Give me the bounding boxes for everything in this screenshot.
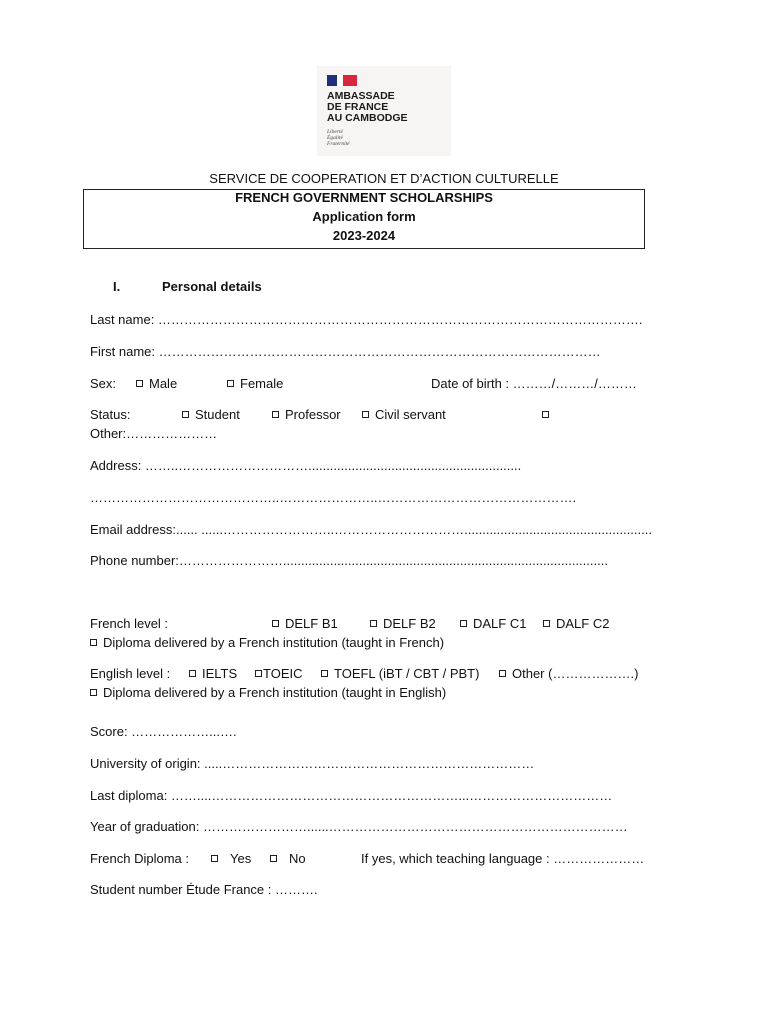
checkbox-icon[interactable] [211, 855, 218, 862]
english-diploma-institution-option[interactable]: Diploma delivered by a French institution (taught in English) [90, 685, 446, 700]
last-name-field[interactable]: Last name: …………………………………………………………………………………………………. [90, 312, 643, 327]
form-title: FRENCH GOVERNMENT SCHOLARSHIPS [235, 190, 493, 205]
first-name-field[interactable]: First name: ………………………………………………………………………………………… [90, 344, 601, 359]
form-subtitle: Application form [312, 209, 416, 224]
date-of-birth-field[interactable]: Date of birth : ………/………/……… [431, 376, 637, 391]
university-field[interactable]: University of origin: .....……………………………………………………………… [90, 756, 535, 771]
service-heading: SERVICE DE COOPERATION ET D’ACTION CULTURELLE [209, 171, 559, 186]
checkbox-icon[interactable] [90, 689, 97, 696]
checkbox-icon[interactable] [182, 411, 189, 418]
graduation-year-field[interactable]: Year of graduation: ……………………......…………………………………………………………… [90, 819, 628, 834]
embassy-logo [317, 66, 451, 156]
logo-motto-3: Fraternité [327, 141, 350, 147]
section-title: Personal details [162, 279, 262, 294]
french-level-label: French level : [90, 616, 169, 631]
logo-line-2: DE FRANCE [327, 101, 389, 113]
logo-line-1: AMBASSADE [327, 90, 395, 102]
logo-motto-1: Liberté [327, 129, 343, 135]
form-year: 2023-2024 [332, 228, 396, 243]
toefl-option[interactable]: TOEFL (iBT / CBT / PBT) [321, 666, 479, 681]
checkbox-icon[interactable] [272, 620, 279, 627]
french-diploma-institution-option[interactable]: Diploma delivered by a French institution (taught in French) [90, 635, 444, 650]
section-number: I. [113, 279, 121, 294]
phone-field[interactable]: Phone number:…………………….......................................................................................... [90, 553, 608, 568]
french-diploma-yes-option[interactable]: Yes [211, 851, 251, 866]
checkbox-icon[interactable] [136, 380, 143, 387]
french-flag-icon [327, 75, 357, 86]
teaching-language-field[interactable]: If yes, which teaching language : ………………… [361, 851, 645, 866]
status-student-option[interactable]: Student [182, 407, 240, 422]
sex-female-option[interactable]: Female [227, 376, 283, 391]
logo-line-3: AU CAMBODGE [327, 112, 408, 124]
last-diploma-field[interactable]: Last diploma: ……....…………………………………………………...…………………………… [90, 788, 613, 803]
student-number-field[interactable]: Student number Étude France : ………. [90, 882, 318, 897]
status-other-checkbox[interactable] [542, 407, 555, 422]
checkbox-icon[interactable] [321, 670, 328, 677]
other-english-option[interactable]: Other (……………….) [499, 666, 638, 681]
address-field[interactable]: Address: ……..…………………………........................................................... [90, 458, 522, 473]
checkbox-icon[interactable] [543, 620, 550, 627]
delf-b2-option[interactable]: DELF B2 [370, 616, 436, 631]
checkbox-icon[interactable] [499, 670, 506, 677]
address-line-2-field[interactable]: ……………………………………..…………………..………………………………………. [90, 490, 577, 505]
checkbox-icon[interactable] [255, 670, 262, 677]
sex-male-option[interactable]: Male [136, 376, 177, 391]
delf-b1-option[interactable]: DELF B1 [272, 616, 338, 631]
status-label: Status: [90, 407, 131, 422]
french-diploma-no-option[interactable]: No [270, 851, 306, 866]
status-other-field[interactable]: Other:………………… [90, 426, 218, 441]
checkbox-icon[interactable] [272, 411, 279, 418]
ielts-option[interactable]: IELTS [189, 666, 237, 681]
checkbox-icon[interactable] [362, 411, 369, 418]
checkbox-icon[interactable] [189, 670, 196, 677]
score-field[interactable]: Score: ………………...…. [90, 724, 237, 739]
french-diploma-label: French Diploma : [90, 851, 189, 866]
status-civil-servant-option[interactable]: Civil servant [362, 407, 446, 422]
title-box [83, 189, 645, 249]
checkbox-icon[interactable] [542, 411, 549, 418]
checkbox-icon[interactable] [460, 620, 467, 627]
status-professor-option[interactable]: Professor [272, 407, 341, 422]
sex-label: Sex: [90, 376, 117, 391]
checkbox-icon[interactable] [370, 620, 377, 627]
dalf-c2-option[interactable]: DALF C2 [543, 616, 609, 631]
english-level-label: English level : [90, 666, 171, 681]
toeic-option[interactable]: TOEIC [255, 666, 303, 681]
checkbox-icon[interactable] [227, 380, 234, 387]
dalf-c1-option[interactable]: DALF C1 [460, 616, 526, 631]
checkbox-icon[interactable] [270, 855, 277, 862]
logo-motto-2: Égalité [327, 135, 343, 141]
email-field[interactable]: Email address:...... ......……………………..………………………….................................................... [90, 522, 652, 537]
checkbox-icon[interactable] [90, 639, 97, 646]
